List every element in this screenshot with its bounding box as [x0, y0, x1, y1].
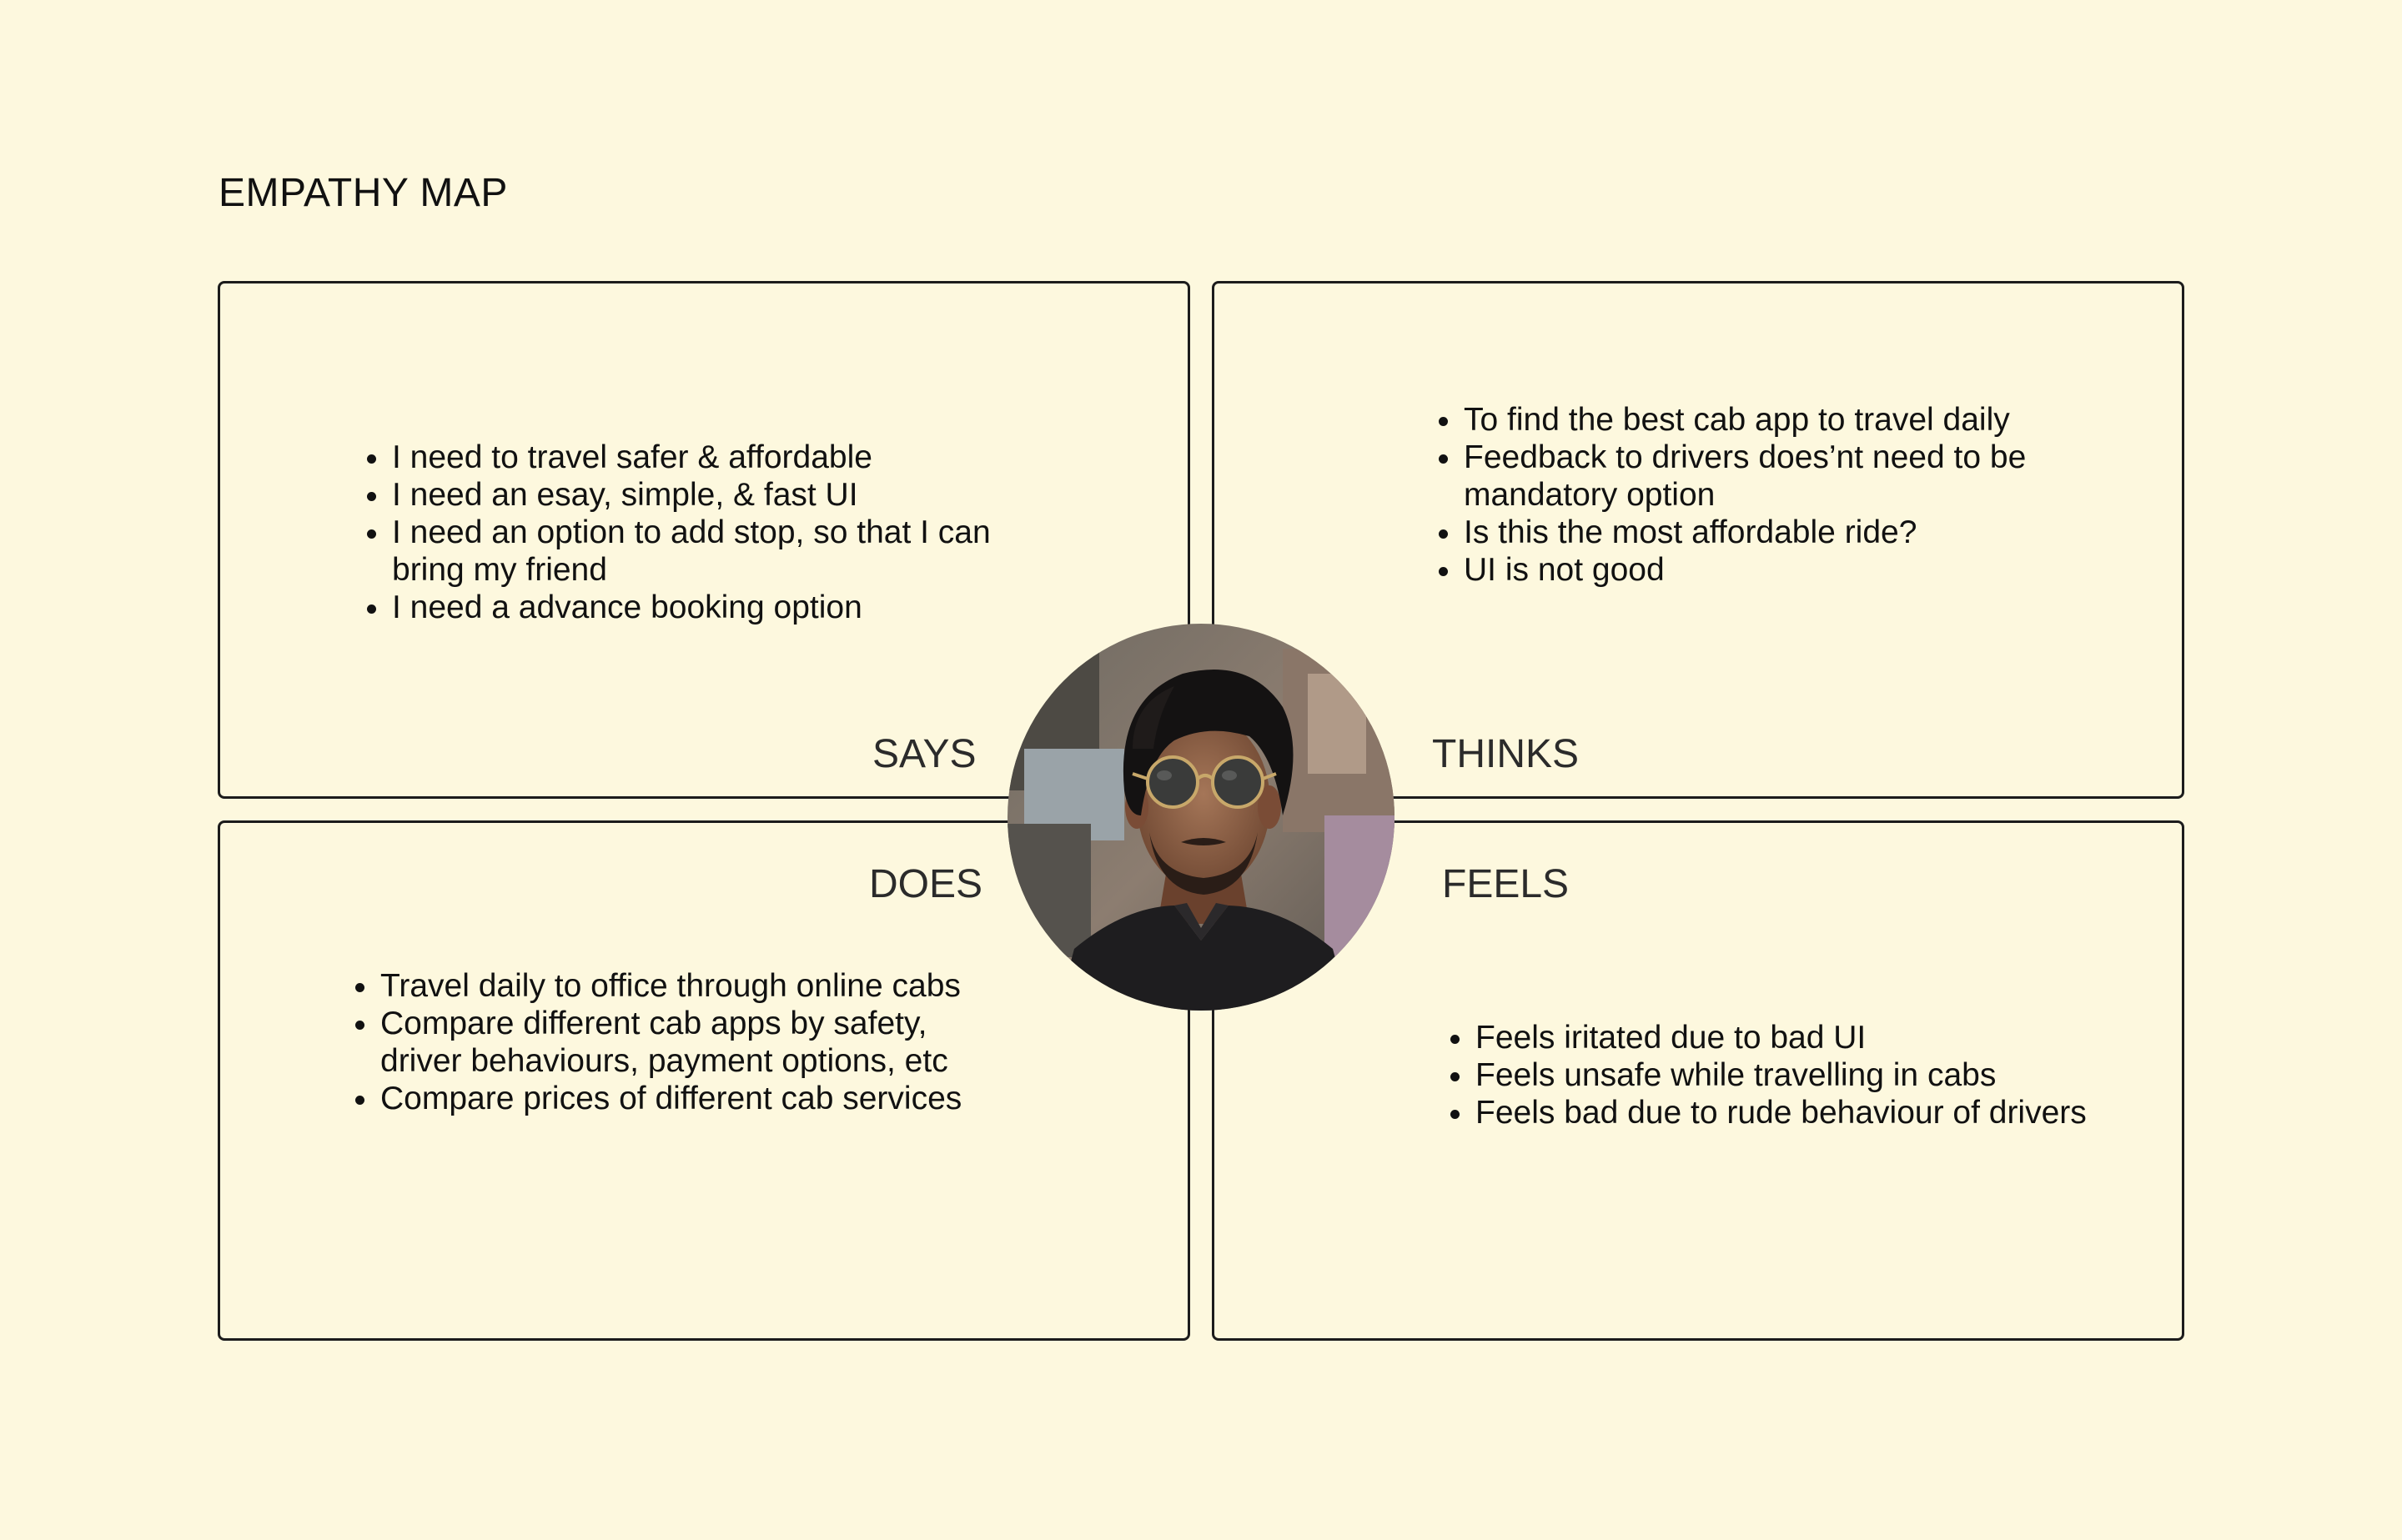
says-item: I need an option to add stop, so that I can bring my friend — [392, 514, 1026, 589]
does-label: DOES — [869, 862, 983, 906]
feels-list — [1444, 1019, 2109, 1131]
thinks-label: THINKS — [1432, 732, 1580, 776]
says-item: I need an esay, simple, & fast UI — [392, 476, 1026, 514]
user-photo-avatar — [1008, 624, 1394, 1011]
feels-label: FEELS — [1442, 862, 1570, 906]
thinks-item: To find the best cab app to travel daily — [1464, 401, 2048, 439]
feels-item: Feels bad due to rude behaviour of drivers — [1475, 1094, 2109, 1131]
says-list — [360, 439, 1026, 626]
thinks-item: Feedback to drivers does’nt need to be mandatory option — [1464, 439, 2048, 514]
feels-item: Feels iritated due to bad UI — [1475, 1019, 2109, 1056]
thinks-item: Is this the most affordable ride? — [1464, 514, 2048, 551]
says-label: SAYS — [872, 732, 977, 776]
does-list — [349, 967, 981, 1117]
says-item: I need a advance booking option — [392, 589, 1026, 626]
page-title: EMPATHY MAP — [219, 171, 508, 215]
says-item: I need to travel safer & affordable — [392, 439, 1026, 476]
does-item: Compare prices of different cab services — [380, 1080, 981, 1117]
thinks-item: UI is not good — [1464, 551, 2048, 589]
does-item: Compare different cab apps by safety, driver behaviours, payment options, etc — [380, 1005, 981, 1080]
feels-item: Feels unsafe while travelling in cabs — [1475, 1056, 2109, 1094]
thinks-list — [1432, 401, 2048, 589]
user-photo-icon — [1008, 624, 1394, 1011]
does-item: Travel daily to office through online cabs — [380, 967, 981, 1005]
